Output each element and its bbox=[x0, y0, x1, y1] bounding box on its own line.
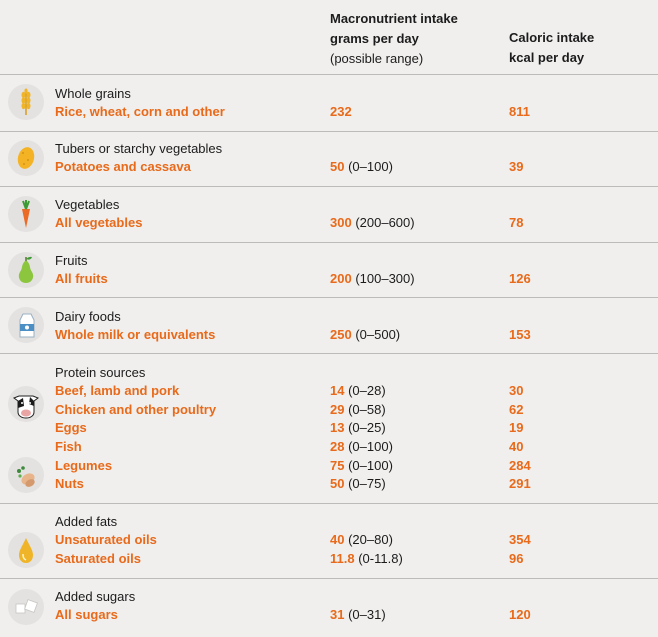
item-grams bbox=[330, 214, 415, 232]
grams-range: (0–100) bbox=[348, 439, 393, 454]
item-grams bbox=[330, 606, 386, 624]
item-kcal: 39 bbox=[509, 159, 524, 174]
item-kcal: 354 bbox=[509, 532, 531, 547]
item-label: Eggs bbox=[55, 420, 87, 435]
grams-value: 50 bbox=[330, 476, 345, 491]
row-divider bbox=[0, 131, 658, 132]
row-divider bbox=[0, 242, 658, 243]
item-kcal: 78 bbox=[509, 215, 524, 230]
grams-value: 200 bbox=[330, 271, 352, 286]
grams-range: (200–600) bbox=[355, 215, 415, 230]
item-kcal: 62 bbox=[509, 402, 524, 417]
item-grams bbox=[330, 531, 393, 549]
item-label: Legumes bbox=[55, 458, 113, 473]
group-title: Added sugars bbox=[55, 589, 136, 604]
item-label: All sugars bbox=[55, 607, 118, 622]
item-kcal: 30 bbox=[509, 383, 524, 398]
item-label: Nuts bbox=[55, 476, 84, 491]
grams-range: (0–100) bbox=[348, 458, 393, 473]
grams-value: 31 bbox=[330, 607, 345, 622]
item-label: Potatoes and cassava bbox=[55, 159, 191, 174]
item-grams bbox=[330, 438, 393, 456]
item-label: Fish bbox=[55, 439, 82, 454]
grams-range: (0–28) bbox=[348, 383, 386, 398]
item-grams bbox=[330, 382, 386, 400]
grams-range: (0-11.8) bbox=[358, 551, 403, 566]
grams-range: (0–31) bbox=[348, 607, 386, 622]
milk-carton-icon bbox=[8, 307, 44, 343]
caloric-header-title-2: kcal per day bbox=[509, 50, 585, 65]
item-grams bbox=[330, 419, 386, 437]
group-title: Vegetables bbox=[55, 197, 120, 212]
caloric-header bbox=[509, 28, 594, 68]
grams-value: 75 bbox=[330, 458, 345, 473]
grams-value: 14 bbox=[330, 383, 345, 398]
grams-range: (0–100) bbox=[348, 159, 393, 174]
item-kcal: 153 bbox=[509, 327, 531, 342]
header-divider bbox=[0, 74, 658, 75]
potato-icon bbox=[8, 140, 44, 176]
group-title: Added fats bbox=[55, 514, 118, 529]
group-title: Dairy foods bbox=[55, 309, 121, 324]
macro-header-title-1: Macronutrient intake bbox=[330, 11, 458, 26]
grams-value: 29 bbox=[330, 402, 345, 417]
sugar-cubes-icon bbox=[8, 589, 44, 625]
item-label: Chicken and other poultry bbox=[55, 402, 217, 417]
item-kcal: 40 bbox=[509, 439, 524, 454]
item-grams bbox=[330, 457, 393, 475]
item-grams bbox=[330, 550, 403, 568]
grams-value: 300 bbox=[330, 215, 352, 230]
wheat-icon bbox=[8, 84, 44, 120]
macro-header-subtitle: (possible range) bbox=[330, 51, 424, 66]
item-kcal: 19 bbox=[509, 420, 524, 435]
grams-range: (0–58) bbox=[348, 402, 386, 417]
item-grams bbox=[330, 103, 352, 121]
row-divider bbox=[0, 353, 658, 354]
grams-range: (20–80) bbox=[348, 532, 393, 547]
grams-value: 50 bbox=[330, 159, 345, 174]
grams-range: (0–25) bbox=[348, 420, 386, 435]
item-grams bbox=[330, 401, 386, 419]
grams-range: (0–500) bbox=[355, 327, 401, 342]
group-title: Whole grains bbox=[55, 86, 131, 101]
item-kcal: 126 bbox=[509, 271, 531, 286]
pear-icon bbox=[8, 252, 44, 288]
item-kcal: 284 bbox=[509, 458, 531, 473]
grams-value: 40 bbox=[330, 532, 345, 547]
grams-range: (100–300) bbox=[355, 271, 415, 286]
row-divider bbox=[0, 578, 658, 579]
grams-value: 11.8 bbox=[330, 551, 355, 566]
macro-header bbox=[330, 9, 458, 69]
macro-header-title-2: grams per day bbox=[330, 31, 419, 46]
grams-value: 28 bbox=[330, 439, 345, 454]
carrot-icon bbox=[8, 196, 44, 232]
item-label: Unsaturated oils bbox=[55, 532, 157, 547]
row-divider bbox=[0, 503, 658, 504]
item-kcal: 811 bbox=[509, 104, 530, 119]
cow-icon bbox=[8, 386, 44, 422]
oil-drop-icon bbox=[8, 532, 44, 568]
group-title: Tubers or starchy vegetables bbox=[55, 141, 223, 156]
caloric-header-title-1: Caloric intake bbox=[509, 30, 595, 45]
grams-range: (0–75) bbox=[348, 476, 386, 491]
item-label: All vegetables bbox=[55, 215, 143, 230]
item-grams bbox=[330, 475, 386, 493]
item-label: Whole milk or equivalents bbox=[55, 327, 216, 342]
legumes-icon bbox=[8, 457, 44, 493]
grams-value: 250 bbox=[330, 327, 352, 342]
item-kcal: 120 bbox=[509, 607, 531, 622]
item-kcal: 96 bbox=[509, 551, 524, 566]
group-title: Protein sources bbox=[55, 365, 146, 380]
row-divider bbox=[0, 186, 658, 187]
grams-value: 232 bbox=[330, 104, 352, 119]
item-grams bbox=[330, 270, 415, 288]
row-divider bbox=[0, 297, 658, 298]
grams-value: 13 bbox=[330, 420, 345, 435]
item-kcal: 291 bbox=[509, 476, 531, 491]
group-title: Fruits bbox=[55, 253, 88, 268]
item-label: Saturated oils bbox=[55, 551, 141, 566]
item-label: All fruits bbox=[55, 271, 108, 286]
item-grams bbox=[330, 158, 393, 176]
item-label: Beef, lamb and pork bbox=[55, 383, 180, 398]
item-grams bbox=[330, 326, 400, 344]
item-label: Rice, wheat, corn and other bbox=[55, 104, 225, 119]
